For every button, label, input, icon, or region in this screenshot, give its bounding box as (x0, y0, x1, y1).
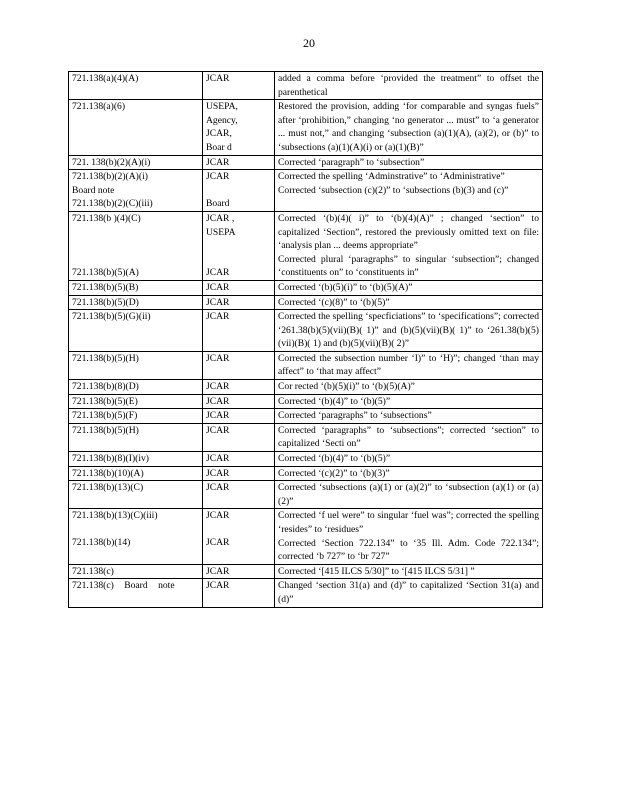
table-row (69, 394, 543, 409)
section-ref: 721.138(b)(5)(H) (72, 424, 139, 436)
source-ref: USEPA, Agency, JCAR, Boar d (206, 101, 238, 153)
change-cell (275, 394, 543, 409)
source-ref: JCAR (206, 580, 230, 592)
source-ref: JCAR (206, 510, 230, 522)
table-row (69, 509, 543, 564)
table-row (69, 100, 543, 155)
table-row (69, 170, 543, 212)
source-cell (203, 579, 275, 607)
source-cell (203, 211, 275, 280)
section-ref: 721.138(b)(10)(A) (72, 467, 144, 479)
change-text: Restored the provision, adding ‘for comparable and syngas fuels” after ‘prohibition,” changing ‘no generator ... must” to ‘a generator ... must not,” and changing ‘subsection (a)(1)(A), (a)(2), or (b)” to ‘subsections (a)(1)(A)(i) or (a)(1)(B)” (278, 101, 539, 153)
change-text: Corrected ‘subsections (a)(1) or (a)(2)” to ‘subsection (a)(1) or (a)(2)” (278, 482, 539, 507)
source-ref: JCAR (206, 171, 230, 183)
change-cell (275, 211, 543, 280)
change-cell (275, 466, 543, 481)
source-ref: Board (206, 198, 230, 210)
source-ref: JCAR (206, 565, 230, 577)
section-cell (69, 564, 203, 579)
source-ref: JCAR (206, 453, 230, 465)
table-row (69, 211, 543, 280)
section-cell (69, 579, 203, 607)
source-cell (203, 481, 275, 509)
section-cell (69, 452, 203, 467)
source-ref: JCAR (206, 296, 230, 308)
section-cell (69, 466, 203, 481)
section-ref: 721.138(b)(13)(C)(iii) (72, 510, 158, 522)
section-ref: 721.138(b)(5)(D) (72, 296, 139, 308)
section-ref: 721.138(b)(5)(H) (72, 352, 139, 364)
change-text: Corrected ‘subsection (c)(2)” to ‘subsections (b)(3) and (c)” (278, 184, 509, 196)
change-text: Corrected ‘paragraphs” to ‘subsections”; corrected ‘section” to capitalized ‘Secti on” (278, 424, 539, 450)
table-row (69, 481, 543, 509)
change-cell (275, 170, 543, 212)
change-cell (275, 100, 543, 155)
table-row (69, 452, 543, 467)
change-text: Changed ‘section 31(a) and (d)” to capitalized ‘Section 31(a) and (d)” (278, 580, 539, 605)
source-ref: JCAR (206, 73, 230, 84)
change-text: Corrected ‘(b)(4)( i)” to ‘(b)(4)(A)” ; changed ‘section” to capitalized ‘Section”, restored the previously omitted text on file: ‘analysis plan ... deems appropriate” (278, 212, 539, 252)
amendments-table (68, 71, 543, 608)
section-cell (69, 310, 203, 352)
change-cell (275, 423, 543, 451)
table-row (69, 409, 543, 424)
section-cell (69, 211, 203, 280)
section-cell (69, 72, 203, 100)
source-cell (203, 72, 275, 100)
table-row (69, 466, 543, 481)
section-cell (69, 409, 203, 424)
table-row (69, 280, 543, 295)
change-cell (275, 280, 543, 295)
source-cell (203, 155, 275, 170)
section-cell (69, 509, 203, 564)
section-cell (69, 380, 203, 395)
section-cell (69, 170, 203, 212)
table-row (69, 579, 543, 607)
source-cell (203, 380, 275, 395)
change-text: Cor rected ‘(b)(5)(i)” to ‘(b)(5)(A)” (278, 381, 415, 393)
change-text: Corrected ‘(c)(2)” to ‘(b)(3)” (278, 467, 390, 479)
source-ref: JCAR (206, 424, 230, 436)
table-row (69, 423, 543, 451)
source-ref: JCAR (206, 281, 230, 293)
section-cell (69, 423, 203, 451)
change-cell (275, 564, 543, 579)
table-row (69, 72, 543, 100)
table-row (69, 351, 543, 379)
change-cell (275, 509, 543, 564)
source-ref: JCAR (206, 156, 230, 168)
source-ref: JCAR (206, 352, 230, 364)
source-ref: JCAR (206, 381, 230, 393)
source-cell (203, 100, 275, 155)
change-cell (275, 452, 543, 467)
change-text: Corrected ‘f uel were” to singular ‘fuel was”; corrected the spelling ‘resides” to ‘residues” (278, 510, 539, 535)
change-cell (275, 409, 543, 424)
source-ref: JCAR (206, 482, 230, 494)
section-cell (69, 394, 203, 409)
section-ref: 721.138(c) (72, 565, 114, 577)
section-ref: 721.138(b)(5)(G)(ii) (72, 311, 151, 323)
change-cell (275, 155, 543, 170)
page-number: 20 (303, 36, 315, 50)
source-cell (203, 452, 275, 467)
table-row (69, 295, 543, 310)
source-cell (203, 170, 275, 212)
source-cell (203, 466, 275, 481)
section-ref: 721.138(b)(5)(F) (72, 410, 138, 422)
section-ref: 721. 138(b)(2)(A)(i) (72, 156, 151, 168)
source-cell (203, 564, 275, 579)
change-cell (275, 380, 543, 395)
section-ref: 721.138(b)(5)(E) (72, 395, 138, 407)
section-cell (69, 295, 203, 310)
section-cell (69, 100, 203, 155)
section-ref: 721.138(b)(13)(C) (72, 482, 144, 494)
section-ref: 721.138(b)(2)(C)(iii) (72, 198, 153, 210)
table-row (69, 310, 543, 352)
table-row (69, 380, 543, 395)
change-cell (275, 72, 543, 100)
source-cell (203, 351, 275, 379)
change-text: Corrected ‘(c)(8)” to ‘(b)(5)” (278, 296, 390, 308)
table-row (69, 564, 543, 579)
section-ref: 721.138(b)(8)(D) (72, 381, 139, 393)
source-cell (203, 310, 275, 352)
section-ref: 721.138(b)(5)(B) (72, 281, 139, 293)
change-text: Corrected ‘(b)(4)” to ‘(b)(5)” (278, 395, 391, 407)
section-ref: 721.138(b)(8)(I)(iv) (72, 453, 149, 465)
section-ref: 721.138(b )(4)(C) (72, 212, 141, 224)
change-cell (275, 579, 543, 607)
source-cell (203, 409, 275, 424)
change-text: Corrected ‘(b)(4)” to ‘(b)(5)” (278, 453, 391, 465)
source-ref: JCAR (206, 266, 230, 278)
section-cell (69, 351, 203, 379)
source-cell (203, 295, 275, 310)
section-ref: 721.138(b)(14) (72, 537, 131, 549)
source-ref: JCAR (206, 395, 230, 407)
source-ref: JCAR , USEPA (206, 212, 236, 238)
change-cell (275, 351, 543, 379)
section-ref: 721.138(b)(2)(A)(i) Board note (72, 171, 148, 196)
section-ref: 721.138(a)(4)(A) (72, 73, 139, 84)
section-cell (69, 280, 203, 295)
change-text: added a comma before ‘provided the treatment” to offset the parenthetical (278, 73, 539, 98)
change-text: Corrected ‘paragraphs” to ‘subsections” (278, 410, 432, 422)
source-ref: JCAR (206, 537, 230, 549)
change-text: Corrected ‘(b)(5)(i)” to ‘(b)(5)(A)” (278, 281, 413, 293)
section-ref: 721.138(b)(5)(A) (72, 266, 139, 278)
change-text: Corrected the spelling ‘specficiations” to ‘specifications”; corrected ‘261.38(b)(5)(vii)(B)( 1)” and (b)(5)(vii)(B)( 1)” to ‘261.38(b)(5)(vii)(B)( 1) and (b)(5)(vii)(B)( 2)” (278, 311, 539, 350)
source-ref: JCAR (206, 311, 230, 323)
change-cell (275, 310, 543, 352)
table-row (69, 155, 543, 170)
section-cell (69, 155, 203, 170)
source-cell (203, 280, 275, 295)
source-ref: JCAR (206, 467, 230, 479)
change-text: Corrected ‘[415 ILCS 5/30]” to ‘[415 ILCS 5/31] ” (278, 565, 475, 577)
source-cell (203, 423, 275, 451)
change-text: Corrected the spelling ‘Adminstrative” to ‘Administrative” (278, 171, 505, 183)
change-text: Corrected the subsection number ‘I)” to ‘H)”; changed ‘than may affect” to ‘that may affect” (278, 352, 539, 378)
section-cell (69, 481, 203, 509)
section-ref: 721.138(a)(6) (72, 101, 126, 113)
change-cell (275, 295, 543, 310)
source-ref: JCAR (206, 410, 230, 422)
source-cell (203, 394, 275, 409)
change-text: Corrected ‘Section 722.134” to ‘35 Ill. Adm. Code 722.134”; corrected ‘b 727” to ‘br 727” (278, 537, 539, 563)
section-ref: 721.138(c) Board note (72, 580, 175, 592)
change-text: Corrected plural ‘paragraphs” to singular ‘subsection”; changed ‘constituents on” to ‘constituents in” (278, 253, 539, 279)
source-cell (203, 509, 275, 564)
change-cell (275, 481, 543, 509)
change-text: Corrected ‘paragraph” to ‘subsection” (278, 156, 425, 168)
